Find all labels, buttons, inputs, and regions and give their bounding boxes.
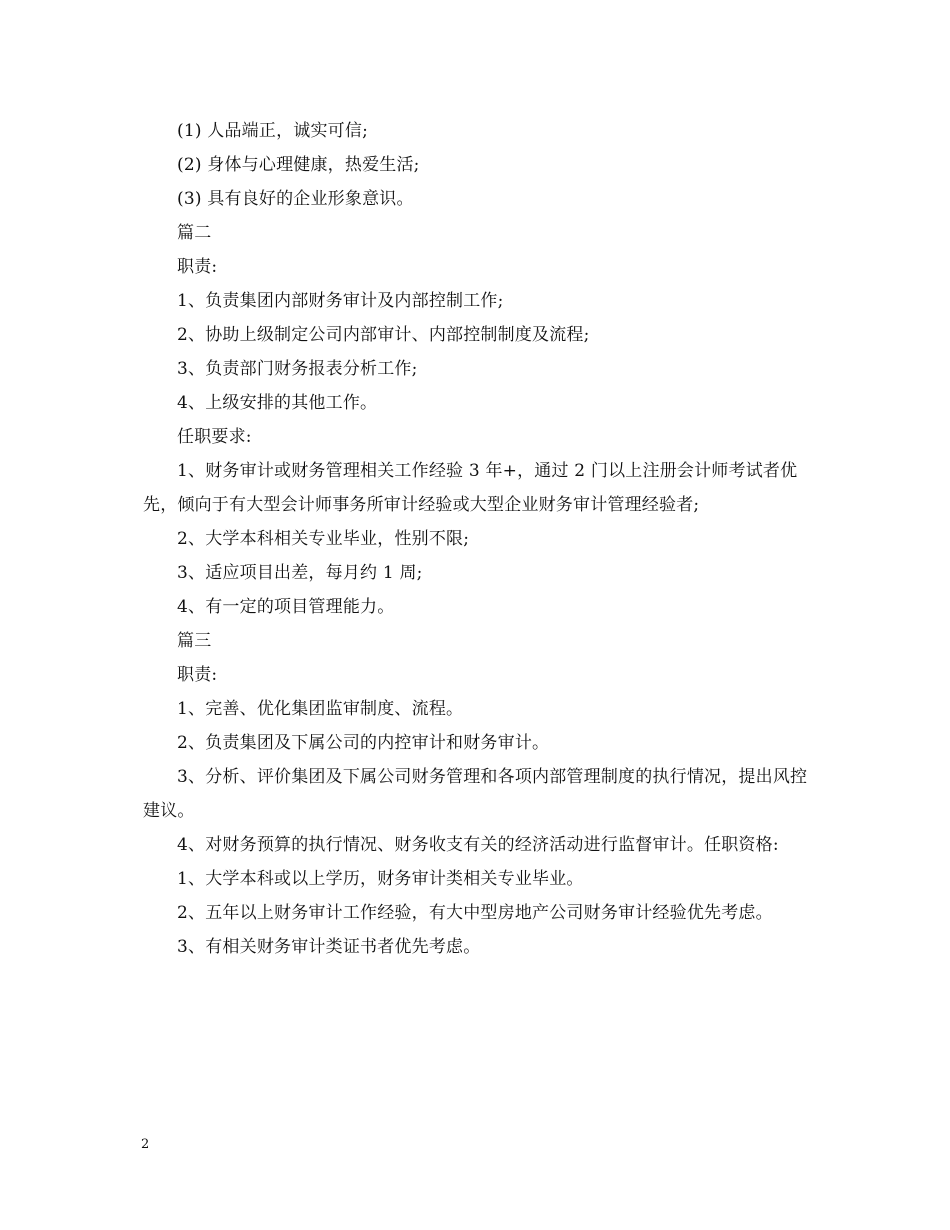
requirement-item-2: (2) 身体与心理健康，热爱生活;	[177, 155, 420, 175]
section-heading-3: 篇三	[177, 631, 212, 651]
duty-item-1: 1、完善、优化集团监审制度、流程。	[177, 699, 464, 719]
page-number: 2	[141, 1137, 150, 1152]
duty-item-1: 1、负责集团内部财务审计及内部控制工作;	[177, 291, 504, 311]
duties-heading: 职责:	[177, 257, 218, 277]
requirement-item-1: (1) 人品端正，诚实可信;	[177, 121, 369, 141]
duty-item-4: 4、上级安排的其他工作。	[177, 393, 378, 413]
requirement-item-3: 3、适应项目出差，每月约 1 周;	[177, 563, 423, 583]
duty-item-3: 3、负责部门财务报表分析工作;	[177, 359, 418, 379]
requirement-item-4: 4、有一定的项目管理能力。	[177, 597, 395, 617]
qualification-item-1: 1、大学本科或以上学历，财务审计类相关专业毕业。	[177, 869, 584, 889]
requirements-heading: 任职要求:	[177, 427, 252, 447]
duties-heading: 职责:	[177, 665, 218, 685]
qualification-item-3: 3、有相关财务审计类证书者优先考虑。	[177, 937, 481, 957]
requirement-item-3: (3) 具有良好的企业形象意识。	[177, 189, 414, 209]
duty-item-3: 3、分析、评价集团及下属公司财务管理和各项内部管理制度的执行情况，提出风控建议。	[143, 767, 808, 821]
qualification-item-2: 2、五年以上财务审计工作经验，有大中型房地产公司财务审计经验优先考虑。	[177, 903, 773, 923]
duty-item-2: 2、协助上级制定公司内部审计、内部控制制度及流程;	[177, 325, 590, 345]
duty-item-2: 2、负责集团及下属公司的内控审计和财务审计。	[177, 733, 550, 753]
requirement-item-2: 2、大学本科相关专业毕业，性别不限;	[177, 529, 470, 549]
section-heading-2: 篇二	[177, 223, 212, 243]
document-body	[143, 114, 810, 964]
requirement-item-1: 1、财务审计或财务管理相关工作经验 3 年+，通过 2 门以上注册会计师考试者优先，倾向于有大型会计师事务所审计经验或大型企业财务审计管理经验者;	[143, 461, 798, 515]
duty-item-4: 4、对财务预算的执行情况、财务收支有关的经济活动进行监督审计。任职资格:	[177, 835, 779, 855]
